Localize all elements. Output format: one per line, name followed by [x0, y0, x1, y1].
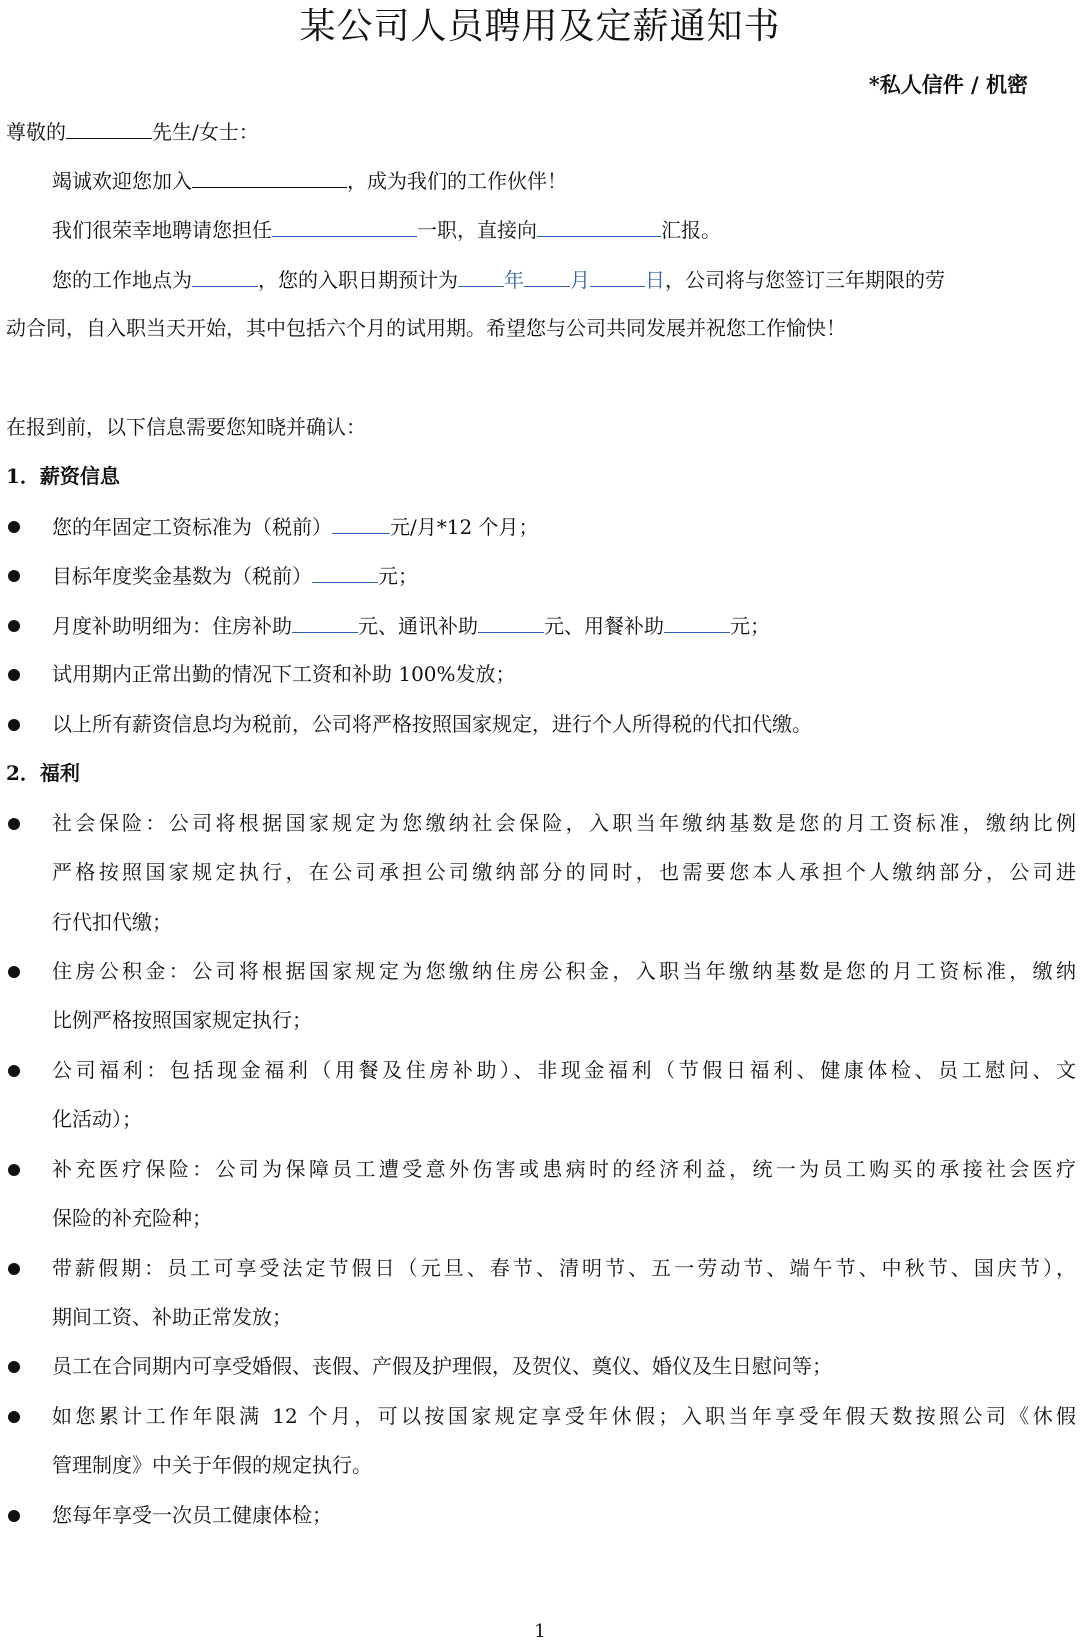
annual-leave-line-1: 如您累计工作年限满 12 个月，可以按国家规定享受年休假；入职当年享受年假天数按照公司《休假: [52, 1404, 1076, 1428]
company-benefits-line-2: 化活动）；: [52, 1107, 142, 1131]
position-line: [52, 214, 1080, 245]
job-title-blank[interactable]: [272, 214, 417, 237]
position-prefix: 我们很荣幸地聘请您担任: [52, 218, 272, 242]
allowance-suffix: 元；: [730, 614, 770, 638]
special-leave-item: 员工在合同期内可享受婚假、丧假、产假及护理假，及贺仪、奠仪、婚仪及生日慰问等；: [52, 1354, 832, 1378]
salary-item: [52, 511, 1076, 542]
page-number: 1: [534, 1621, 546, 1642]
health-check-item: 您每年享受一次员工健康体检；: [52, 1503, 332, 1527]
paid-leave-line-1: 带薪假期：员工可享受法定节假日（元旦、春节、清明节、五一劳动节、端午节、中秋节、国庆节），: [52, 1256, 1076, 1280]
year-blank[interactable]: [458, 264, 504, 287]
social-insurance-line-2: 严格按照国家规定执行，在公司承担公司缴纳部分的同时，也需要您本人承担个人缴纳部分，公司进: [52, 860, 1076, 884]
workplace-line-2: 动合同，自入职当天开始，其中包括六个月的试用期。希望您与公司共同发展并祝您工作愉快！: [6, 316, 846, 340]
bullet-dot: [8, 719, 20, 731]
bullet-dot: [8, 1361, 20, 1373]
day-label: 日: [645, 268, 665, 292]
greeting-prefix: 尊敬的: [6, 120, 66, 144]
tax-item: 以上所有薪资信息均为税前，公司将严格按照国家规定，进行个人所得税的代扣代缴。: [52, 712, 812, 736]
bonus-suffix: 元；: [378, 564, 418, 588]
workplace-middle: ，您的入职日期预计为: [258, 268, 458, 292]
medical-insurance-line-2: 保险的补充险种；: [52, 1206, 212, 1230]
bullet-dot: [8, 1411, 20, 1423]
probation-pay-item: 试用期内正常出勤的情况下工资和补助 100%发放；: [52, 662, 516, 686]
bonus-item: [52, 560, 1076, 591]
allowance-mid1: 元、通讯补助: [358, 614, 478, 638]
bullet-dot: [8, 570, 20, 582]
month-label: 月: [570, 268, 590, 292]
workplace-line: [52, 264, 1080, 295]
welcome-line: [52, 165, 1080, 196]
bullet-dot: [8, 818, 20, 830]
company-benefits-line-1: 公司福利：包括现金福利（用餐及住房补助）、非现金福利（节假日福利、健康体检、员工慰问、文: [52, 1058, 1076, 1082]
bullet-dot: [8, 521, 20, 533]
annual-leave-line-2: 管理制度》中关于年假的规定执行。: [52, 1453, 372, 1477]
bonus-prefix: 目标年度奖金基数为（税前）: [52, 564, 312, 588]
housing-fund-line-1: 住房公积金：公司将根据国家规定为您缴纳住房公积金，入职当年缴纳基数是您的月工资标准，缴纳: [52, 959, 1076, 983]
salary-suffix: 元/月*12 个月；: [390, 515, 539, 539]
position-middle: 一职，直接向: [417, 218, 537, 242]
position-suffix: 汇报。: [661, 218, 721, 242]
workplace-blank[interactable]: [192, 264, 258, 287]
supervisor-blank[interactable]: [537, 214, 661, 237]
bullet-dot: [8, 966, 20, 978]
bonus-blank[interactable]: [312, 560, 378, 583]
greeting-suffix: 先生/女士：: [152, 120, 259, 144]
paid-leave-line-2: 期间工资、补助正常发放；: [52, 1305, 292, 1329]
allowance-prefix: 月度补助明细为：住房补助: [52, 614, 292, 638]
welcome-prefix: 竭诚欢迎您加入: [52, 169, 192, 193]
company-blank[interactable]: [192, 165, 347, 188]
document-title: 某公司人员聘用及定薪通知书: [299, 6, 781, 47]
phone-allowance-blank[interactable]: [478, 610, 544, 633]
allowance-mid2: 元、用餐补助: [544, 614, 664, 638]
greeting-line: [6, 116, 1076, 147]
bullet-dot: [8, 1164, 20, 1176]
workplace-prefix: 您的工作地点为: [52, 268, 192, 292]
allowance-item: [52, 610, 1076, 641]
bullet-dot: [8, 669, 20, 681]
housing-allowance-blank[interactable]: [292, 610, 358, 633]
bullet-dot: [8, 1263, 20, 1275]
intro-line: 在报到前，以下信息需要您知晓并确认：: [6, 415, 366, 439]
bullet-dot: [8, 620, 20, 632]
name-blank[interactable]: [66, 116, 152, 139]
salary-prefix: 您的年固定工资标准为（税前）: [52, 515, 332, 539]
social-insurance-line-3: 行代扣代缴；: [52, 910, 172, 934]
bullet-dot: [8, 1510, 20, 1522]
housing-fund-line-2: 比例严格按照国家规定执行；: [52, 1008, 312, 1032]
year-label: 年: [504, 268, 524, 292]
bullet-dot: [8, 1065, 20, 1077]
medical-insurance-line-1: 补充医疗保险：公司为保障员工遭受意外伤害或患病时的经济利益，统一为员工购买的承接社会医疗: [52, 1157, 1076, 1181]
confidential-label: *私人信件 / 机密: [868, 72, 1028, 97]
section2-heading: 2．福利: [6, 761, 80, 785]
section1-heading: 1．薪资信息: [6, 464, 120, 488]
workplace-suffix: ，公司将与您签订三年期限的劳: [665, 268, 945, 292]
social-insurance-line-1: 社会保险：公司将根据国家规定为您缴纳社会保险，入职当年缴纳基数是您的月工资标准，缴纳比例: [52, 811, 1076, 835]
month-blank[interactable]: [524, 264, 570, 287]
day-blank[interactable]: [590, 264, 645, 287]
welcome-suffix: ，成为我们的工作伙伴！: [347, 169, 567, 193]
monthly-salary-blank[interactable]: [332, 511, 390, 534]
meal-allowance-blank[interactable]: [664, 610, 730, 633]
